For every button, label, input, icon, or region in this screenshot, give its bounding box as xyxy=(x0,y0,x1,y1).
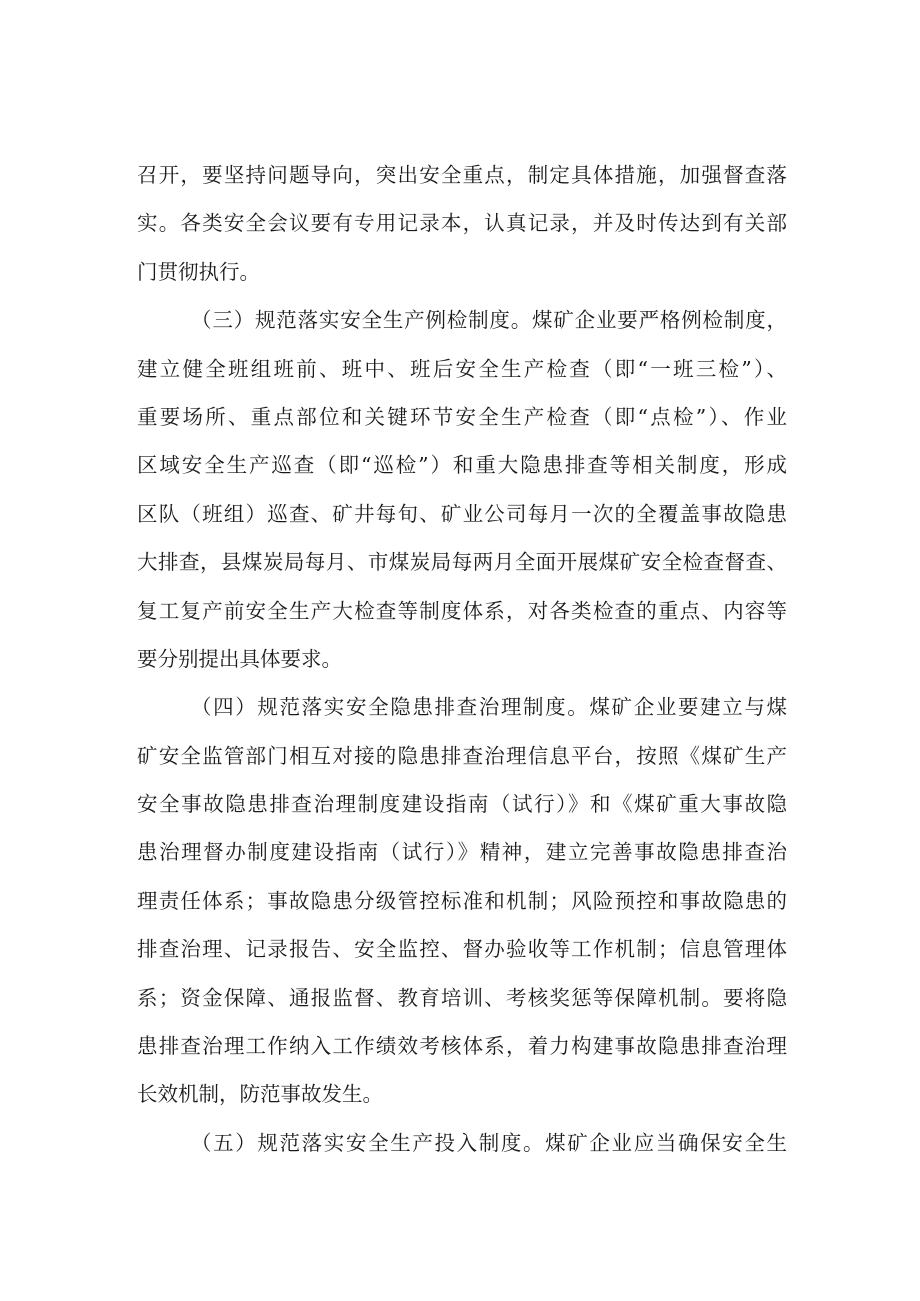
text-line: 召开，要坚持问题导向，突出安全重点，制定具体措施，加强督查落 xyxy=(137,163,787,187)
text-line: 要分别提出具体要求。 xyxy=(137,646,342,671)
text-line: 排查治理、记录报告、安全监控、督办验收等工作机制；信息管理体 xyxy=(137,937,787,962)
text-line: 患治理督办制度建设指南（试行）》精神，建立完善事故隐患排查治 xyxy=(137,840,787,865)
text-line: 实。各类安全会议要有专用记录本，认真记录，并及时传达到有关部 xyxy=(137,211,787,236)
text-line: 理责任体系；事故隐患分级管控标准和机制；风险预控和事故隐患的 xyxy=(137,888,787,913)
text-line: 安全事故隐患排查治理制度建设指南（试行）》和《煤矿重大事故隐 xyxy=(137,792,787,817)
text-line: 大排查，县煤炭局每月、市煤炭局每两月全面开展煤矿安全检查督查、 xyxy=(137,550,787,575)
text-line: 区域安全生产巡查（即“巡检”）和重大隐患排查等相关制度，形成 xyxy=(137,453,787,478)
text-line: 门贯彻执行。 xyxy=(137,259,260,284)
text-line: 系；资金保障、通报监督、教育培训、考核奖惩等保障机制。要将隐 xyxy=(137,985,787,1010)
text-line: 长效机制，防范事故发生。 xyxy=(137,1082,383,1107)
text-line: 重要场所、重点部位和关键环节安全生产检查（即“点检”）、作业 xyxy=(137,404,787,429)
document-body xyxy=(137,151,787,1167)
text-line: 区队（班组）巡查、矿井每旬、矿业公司每月一次的全覆盖事故隐患 xyxy=(137,501,787,526)
text-line: 建立健全班组班前、班中、班后安全生产检查（即“一班三检”）、 xyxy=(137,356,787,381)
text-line: （五）规范落实安全生产投入制度。煤矿企业应当确保安全生 xyxy=(191,1130,787,1155)
text-line: （四）规范落实安全隐患排查治理制度。煤矿企业要建立与煤 xyxy=(191,695,787,720)
text-line: （三）规范落实安全生产例检制度。煤矿企业要严格例检制度， xyxy=(191,308,787,333)
text-line: 矿安全监管部门相互对接的隐患排查治理信息平台，按照《煤矿生产 xyxy=(137,743,787,768)
text-line: 患排查治理工作纳入工作绩效考核体系，着力构建事故隐患排查治理 xyxy=(137,1034,787,1059)
text-line: 复工复产前安全生产大检查等制度体系，对各类检查的重点、内容等 xyxy=(137,598,787,623)
